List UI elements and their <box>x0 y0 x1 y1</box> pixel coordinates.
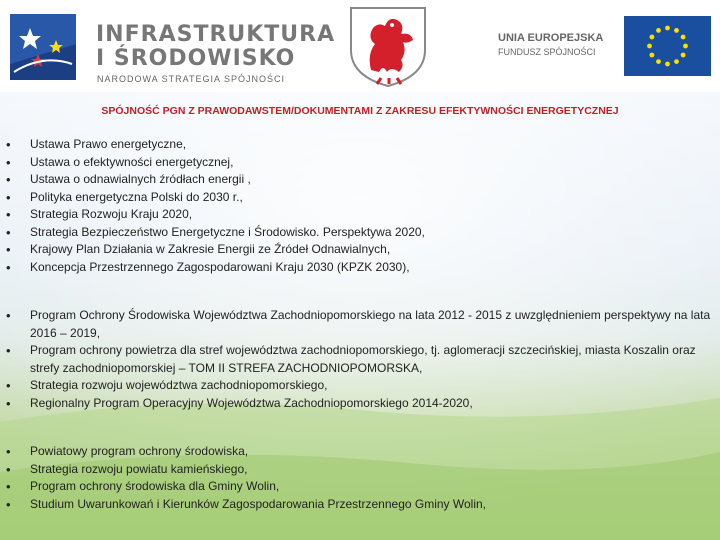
list-item: • Strategia Rozwoju Kraju 2020, <box>6 206 720 224</box>
logo-line-1: INFRASTRUKTURA <box>96 22 336 47</box>
list-item: • Strategia Bezpieczeństwo Energetyczne i Środowisko. Perspektywa 2020, <box>6 224 720 242</box>
eu-logo <box>498 14 712 80</box>
infrastruktura-logo <box>10 10 336 85</box>
list-item: • Ustawa o odnawialnych źródłach energii , <box>6 171 720 189</box>
national-documents-list <box>6 136 720 276</box>
slide-title: SPÓJNOŚĆ PGN Z PRAWODAWSTEM/DOKUMENTAMI Z ZAKRESU EFEKTYWNOŚCI ENERGETYCZNEJ <box>101 105 619 117</box>
infrastruktura-mark-icon <box>10 14 76 80</box>
list-item: • Polityka energetyczna Polski do 2030 r., <box>6 189 720 207</box>
list-item: • Program ochrony powietrza dla stref województwa zachodniopomorskiego, tj. aglomeracji szczecińskiej, miasta Koszalin oraz strefy zachodniopomorskiej – TOM II STREFA ZACHODNIOPOMORSKA, <box>6 342 720 377</box>
list-item: • Ustawa o efektywności energetycznej, <box>6 154 720 172</box>
logo-line-2: I ŚRODOWISKO <box>96 46 296 71</box>
logo-line-3: NARODOWA STRATEGIA SPÓJNOŚCI <box>97 74 286 84</box>
list-item: • Studium Uwarunkowań i Kierunków Zagospodarowania Przestrzennego Gminy Wolin, <box>6 496 720 514</box>
list-item: • Strategia rozwoju powiatu kamieńskiego, <box>6 461 720 479</box>
local-documents-list <box>6 443 720 513</box>
eu-logo-line-1: UNIA EUROPEJSKA <box>498 32 604 44</box>
eu-flag-icon <box>624 16 711 76</box>
list-item: • Program ochrony środowiska dla Gminy Wolin, <box>6 478 720 496</box>
header-bar <box>0 0 720 92</box>
list-item: • Strategia rozwoju województwa zachodniopomorskiego, <box>6 377 720 395</box>
list-item: • Program Ochrony Środowiska Województwa Zachodniopomorskiego na lata 2012 - 2015 z uwzględnieniem perspektywy na lata 2016 – 2019, <box>6 307 720 342</box>
list-item: • Krajowy Plan Działania w Zakresie Energii ze Źródeł Odnawialnych, <box>6 241 720 259</box>
list-item: • Ustawa Prawo energetyczne, <box>6 136 720 154</box>
griffin-coat-of-arms-icon <box>345 4 431 88</box>
list-item: • Koncepcja Przestrzennego Zagospodarowani Kraju 2030 (KPZK 2030), <box>6 259 720 277</box>
list-item: • Powiatowy program ochrony środowiska, <box>6 443 720 461</box>
eu-logo-line-2: FUNDUSZ SPÓJNOŚCI <box>498 47 596 57</box>
list-item: • Regionalny Program Operacyjny Województwa Zachodniopomorskiego 2014-2020, <box>6 395 720 413</box>
regional-documents-list <box>6 307 720 412</box>
